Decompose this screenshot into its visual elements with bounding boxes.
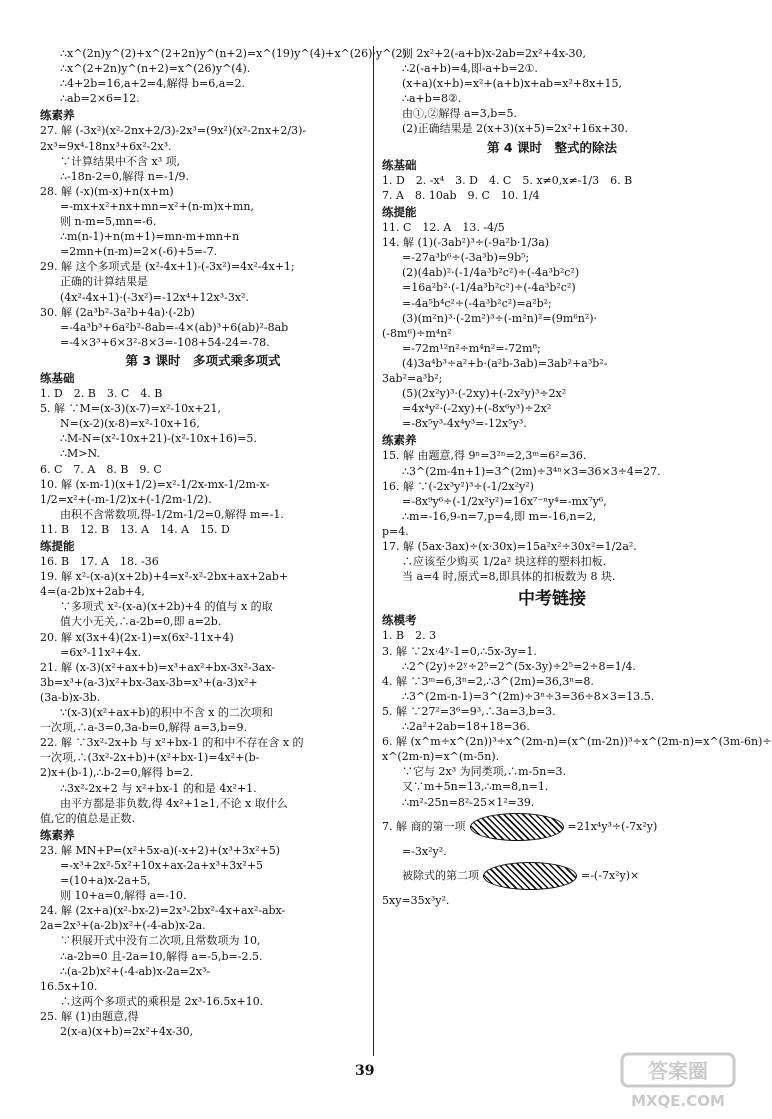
- answer-line: 2a=2x³+(a-2b)x²+(-4-ab)x-2a.: [40, 919, 206, 933]
- answer-line: 由①,②解得 a=3,b=5.: [402, 107, 518, 121]
- answer-line: 一次项,∴a-3=0,3a-b=0,解得 a=3,b=9.: [40, 721, 248, 735]
- q7-line3-suffix: =-(-7x²y)×: [581, 869, 640, 883]
- answer-line: =6x³-11x²+4x.: [60, 645, 142, 659]
- answer-line: ∴3x²-2x+2 与 x²+bx-1 的和是 4x²+1.: [60, 781, 257, 795]
- answer-line: 4=(a-2b)x+2ab+4,: [40, 585, 145, 599]
- answer-line: ∴m=-16,9-n=7,p=4,即 m=-16,n=2,: [402, 509, 597, 523]
- answer-line: ∴3^(2m-4n+1)=3^(2m)÷3⁴ⁿ×3=36×3÷4=27.: [402, 464, 661, 478]
- answer-line: ∴这两个多项式的乘积是 2x³-16.5x+10.: [60, 994, 264, 1008]
- answer-line: ∴应该至少购买 1/2a² 块这样的塑料扣板.: [402, 555, 607, 569]
- answer-line: 29. 解 这个多项式是 (x²-4x+1)-(-3x²)=4x²-4x+1;: [40, 260, 295, 274]
- answer-line: 一次项,∴(3x²-2x+b)+(x²+bx-1)=4x²+(b-: [40, 751, 260, 765]
- answer-line: 2x³=9x⁴-18nx³+6x²-2x³.: [40, 139, 172, 153]
- answer-line: 4. 解 ∵3ᵐ=6,3ⁿ=2,∴3^(2m)=36,3ⁿ=8.: [382, 674, 594, 688]
- answer-line: 值,它的值总是正数.: [40, 811, 135, 825]
- answer-line: ∴(a-2b)x²+(-4-ab)x-2a=2x³-: [60, 964, 211, 978]
- answer-line: 6. C 7. A 8. B 9. C: [40, 462, 162, 476]
- answer-line: =-8x⁵y³-4x⁴y³=-12x⁵y³.: [402, 417, 527, 431]
- svg-text:答案圈: 答案圈: [648, 1059, 708, 1083]
- answer-line: 3. 解 ∵2x·4ʸ-1=0,∴5x-3y=1.: [382, 644, 537, 658]
- right-column-top: [382, 46, 722, 584]
- answer-line: ∴x^(2n)y^(2)+x^(2+2n)y^(n+2)=x^(19)y^(4)+x^(26)·y^(2).: [60, 47, 411, 60]
- answer-line: 1/2=x²+(-m-1/2)x+(-1/2m-1/2).: [40, 492, 212, 506]
- hatched-oval-blank: [483, 862, 577, 890]
- page-number: 39: [355, 1063, 375, 1079]
- section-heading: 练基础: [382, 157, 417, 172]
- answer-line: (3a-b)x-3b.: [40, 690, 101, 704]
- answer-line: 7. A 8. 10ab 9. C 10. 1/4: [382, 188, 540, 202]
- answer-line: p=4.: [382, 524, 409, 538]
- svg-text:MXQE.COM: MXQE.COM: [631, 1092, 725, 1110]
- answer-line: 10. 解 (x-m-1)(x+1/2)=x²-1/2x-mx-1/2m-x-: [40, 477, 270, 491]
- answer-line: =2mn+(n-m)=2×(-6)+5=-7.: [60, 245, 218, 259]
- lesson-title: 第 4 课时 整式的除法: [487, 139, 617, 155]
- right-column-bottom: [382, 613, 772, 809]
- right-column: [382, 46, 772, 908]
- answer-line: ∵计算结果中不含 x³ 项,: [60, 154, 181, 168]
- answer-line: (4x²-4x+1)·(-3x²)=-12x⁴+12x³-3x².: [60, 290, 249, 304]
- answer-line: 11. C 12. A 13. -4/5: [382, 221, 505, 235]
- section-heading: 练素养: [40, 827, 75, 842]
- answer-line: ∴2^(2y)÷2ʸ÷2⁵=2^(5x-3y)÷2⁵=2÷8=1/4.: [402, 659, 636, 673]
- answer-line: 1. B 2. 3: [382, 629, 437, 643]
- q7-line1-prefix: 7. 解 商的第一项: [382, 820, 466, 834]
- answer-line: 11. B 12. B 13. A 14. A 15. D: [40, 522, 230, 536]
- q7-line2: =-3x²y².: [402, 844, 447, 858]
- answer-line: =-4×3³+6×3²-8×3=-108+54-24=-78.: [60, 335, 270, 349]
- answer-line: =4x⁴y²·(-2xy)+(-8x⁶y³)÷2x²: [402, 402, 552, 416]
- answer-line: N=(x-2)(x-8)=x²-10x+16,: [60, 417, 200, 431]
- answer-line: ∴m²-25n=8²-25×1²=39.: [402, 795, 535, 809]
- answer-line: 值大小无关,∴a-2b=0,即 a=2b.: [60, 615, 222, 629]
- answer-line: =-mx+x²+nx+mn=x²+(n-m)x+mn,: [60, 199, 254, 213]
- answer-line: 5. 解 ∵27²=3⁶=9³,∴3a=3,b=3.: [382, 704, 556, 718]
- answer-line: =-4a⁵b⁴c²÷(-4a³b²c²)=a²b²;: [402, 296, 552, 310]
- answer-line: ∵(x-3)(x²+ax+b)的积中不含 x 的二次项和: [60, 706, 273, 720]
- answer-line: 则 n-m=5,mn=-6.: [60, 215, 157, 229]
- answer-line: 14. 解 (1)(-3ab²)³÷(-9a²b·1/3a): [382, 236, 550, 250]
- answer-line: 21. 解 (x-3)(x²+ax+b)=x³+ax²+bx-3x²-3ax-: [40, 660, 276, 674]
- answer-line: (2)(4ab)²·(-1/4a³b²c²)÷(-4a³b²c²): [402, 266, 580, 280]
- answer-line: 27. 解 (-3x²)(x²-2nx+2/3)-2x³=(9x²)(x²-2nx+2/3)-: [40, 124, 307, 138]
- answer-line: x^(2m-n)=x^(m-5n).: [382, 750, 500, 764]
- section-heading: 练模考: [382, 613, 417, 628]
- answer-line: (4)3a⁴b³÷a²+b·(a²b-3ab)=3ab²+a³b²-: [402, 356, 608, 370]
- answer-line: ∴-18n-2=0,解得 n=-1/9.: [60, 169, 189, 183]
- answer-line: =-4a³b³+6a²b²-8ab=-4×(ab)³+6(ab)²-8ab: [60, 320, 289, 334]
- answer-line: 30. 解 (2a³b²-3a²b+4a)·(-2b): [40, 305, 195, 319]
- hatched-oval-blank: [470, 813, 564, 841]
- section-heading: 练素养: [40, 108, 75, 123]
- q7-line1-suffix: =21x⁴y³÷(-7x²y): [567, 820, 658, 834]
- answer-line: 由平方都是非负数,得 4x²+1≥1,不论 x 取什么: [60, 796, 288, 810]
- answer-line: 3ab²=a³b²;: [382, 371, 443, 385]
- q7-line4: 5xy=35x³y².: [382, 893, 450, 907]
- answer-line: ∴M>N.: [60, 447, 100, 461]
- answer-line: ∴x^(2+2n)y^(n+2)=x^(26)y^(4).: [60, 62, 251, 76]
- answer-line: 5. 解 ∵M=(x-3)(x-7)=x²-10x+21,: [40, 402, 222, 416]
- answer-line: =(10+a)x-2a+5,: [60, 874, 151, 888]
- answer-line: 由积不含常数项,得-1/2m-1/2=0,解得 m=-1.: [60, 507, 284, 521]
- answer-line: 6. 解 (x^m÷x^(2n))³÷x^(2m-n)=(x^(m-2n))³÷x^(2m-n)=x^(3m-6n)÷: [382, 735, 772, 749]
- answer-line: ∵它与 2x³ 为同类项,∴m-5n=3.: [402, 765, 567, 779]
- answer-line: 3b=x³+(a-3)x²+bx-3ax-3b=x³+(a-3)x²+: [40, 675, 258, 689]
- answer-line: ∴a-2b=0 且-2a=10,解得 a=-5,b=-2.5.: [60, 949, 263, 963]
- answer-line: 16.5x+10.: [40, 979, 98, 993]
- answer-line: ∵积展开式中没有二次项,且常数项为 10,: [60, 934, 261, 948]
- answer-line: 24. 解 (2x+a)(x²-bx-2)=2x³-2bx²-4x+ax²-abx-: [40, 904, 286, 918]
- answer-line: 当 a=4 时,原式=8,即具体的扣板数为 8 块.: [402, 570, 616, 584]
- q7-line3-prefix: 被除式的第二项: [402, 869, 479, 883]
- answer-line: ∵多项式 x²-(x-a)(x+2b)+4 的值与 x 的取: [60, 600, 273, 614]
- answer-line: ∴3^(2m-n-1)=3^(2m)÷3ⁿ÷3=36÷8×3=13.5.: [402, 689, 655, 703]
- answer-line: (x+a)(x+b)=x²+(a+b)x+ab=x²+8x+15,: [402, 77, 623, 91]
- answer-line: 25. 解 (1)由题意,得: [40, 1009, 139, 1023]
- answer-line: 则 2x²+2(-a+b)x-2ab=2x²+4x-30,: [402, 47, 587, 60]
- answer-line: 16. B 17. A 18. -36: [40, 555, 159, 569]
- answer-line: =-27a³b⁶÷(-3a³b)=9b⁵;: [402, 251, 530, 265]
- answer-line: (2)正确结果是 2(x+3)(x+5)=2x²+16x+30.: [402, 122, 629, 136]
- answer-line: ∴m(n-1)+n(m+1)=mn-m+mn+n: [60, 230, 240, 244]
- answer-line: (-8m⁶)÷m⁴n²: [382, 326, 452, 340]
- answer-line: =16a²b²·(-1/4a³b²c²)÷(-4a³b²c²): [402, 281, 576, 295]
- answer-line: 正确的计算结果是: [60, 275, 148, 289]
- answer-line: 1. D 2. B 3. C 4. B: [40, 387, 163, 401]
- answer-line: 2)x+(b-1),∴b-2=0,解得 b=2.: [40, 766, 194, 780]
- answer-line: =-8x⁹y⁶÷(-1/2x²y²)=16x⁷⁻ⁿy⁴=-mx⁷y⁶,: [402, 494, 607, 508]
- answer-line: 又∵m+5n=13,∴m=8,n=1.: [402, 780, 549, 794]
- answer-line: =-x³+2x²-5x²+10x+ax-2a+x³+3x²+5: [60, 858, 264, 872]
- answer-line: ∴M-N=(x²-10x+21)-(x²-10x+16)=5.: [60, 432, 257, 446]
- answer-line: 16. 解 ∵(-2x³y²)³÷(-1/2x²y²): [382, 479, 534, 493]
- section-heading: 练素养: [382, 433, 417, 448]
- answer-line: ∴ab=2×6=12.: [60, 92, 140, 106]
- answer-line: 28. 解 (-x)(m-x)+n(x+m): [40, 184, 174, 198]
- answer-line: ∴2(-a+b)=4,即-a+b=2①.: [402, 62, 538, 76]
- answer-line: ∴a+b=8②.: [402, 92, 462, 106]
- answer-line: 23. 解 MN+P=(x²+5x-a)(-x+2)+(x³+3x²+5): [40, 843, 281, 857]
- zhongkao-title: 中考链接: [518, 589, 586, 610]
- answer-line: 19. 解 x²-(x-a)(x+2b)+4=x²-x²-2bx+ax+2ab+: [40, 570, 289, 584]
- answer-line: ∴2a²+2ab=18+18=36.: [402, 720, 530, 734]
- answer-line: 17. 解 (5ax·3ax)÷(x·30x)=15a²x²÷30x²=1/2a².: [382, 540, 637, 553]
- answer-line: 1. D 2. -x⁴ 3. D 4. C 5. x≠0,x≠-1/3 6. B: [382, 173, 633, 187]
- section-heading: 练提能: [40, 539, 75, 553]
- answer-line: 22. 解 ∵3x²-2x+b 与 x²+bx-1 的和中不存在含 x 的: [40, 736, 304, 750]
- answer-line: (3)(m²n)³·(-2m²)³÷(-m²n)²=(9m⁶n²)·: [402, 311, 598, 325]
- answer-line: 20. 解 x(3x+4)(2x-1)=x(6x²-11x+4): [40, 630, 234, 644]
- answer-line: 15. 解 由题意,得 9ⁿ=3²ⁿ=2,3ᵐ=6²=36.: [382, 449, 587, 463]
- lesson-title: 第 3 课时 多项式乘多项式: [125, 352, 281, 368]
- question-7: [382, 810, 722, 908]
- answer-line: (5)(2x²y)³·(-2xy)+(-2x²y)³÷2x²: [402, 387, 567, 401]
- answer-line: 2(x-a)(x+b)=2x²+4x-30,: [60, 1025, 194, 1038]
- watermark-logo: [618, 1050, 738, 1112]
- answer-line: =-72m¹²n²÷m⁴n²=-72m⁸;: [402, 341, 541, 355]
- answer-line: 则 10+a=0,解得 a=-10.: [60, 889, 187, 903]
- answer-line: ∴4+2b=16,a+2=4,解得 b=6,a=2.: [60, 77, 245, 91]
- section-heading: 练基础: [40, 370, 75, 385]
- column-divider: [373, 46, 374, 1056]
- section-heading: 练提能: [382, 204, 417, 219]
